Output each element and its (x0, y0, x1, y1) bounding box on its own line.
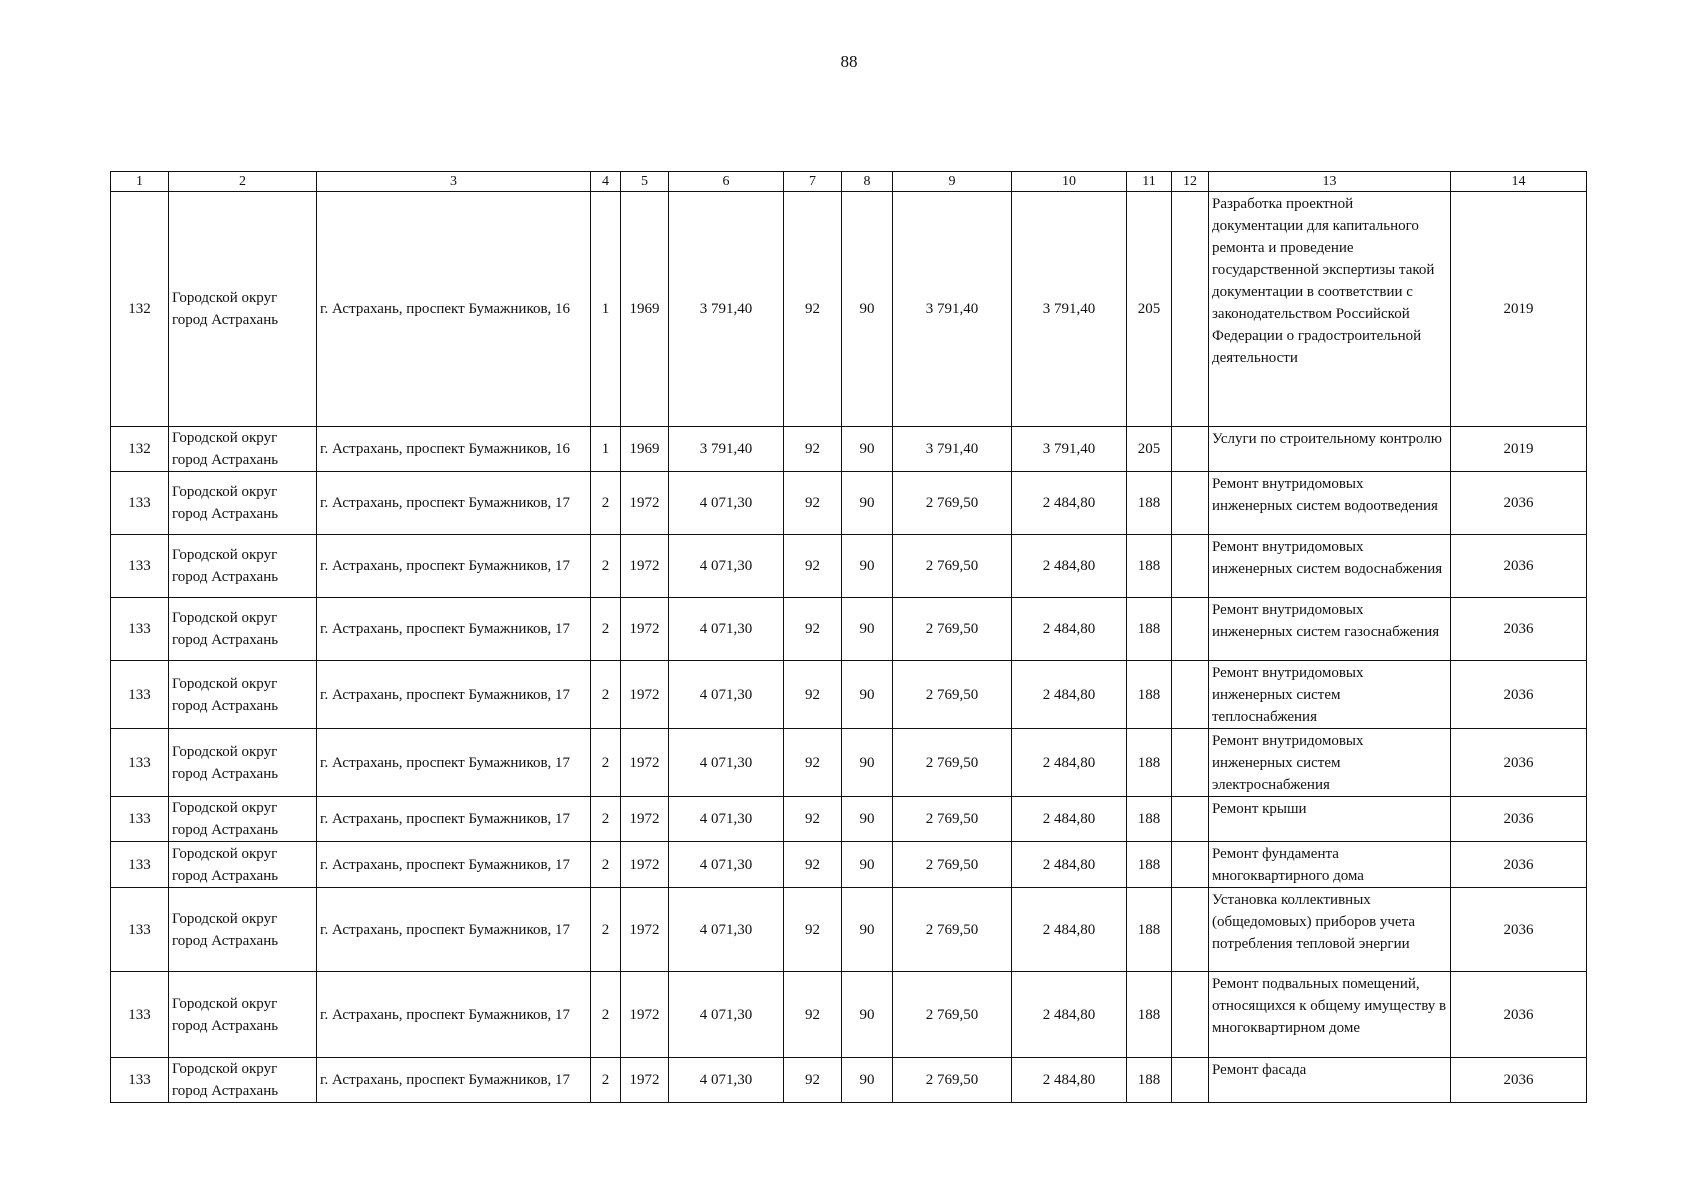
work-type-cell: Ремонт внутридомовых инженерных систем газоснабжения (1209, 598, 1451, 661)
col-12-cell (1172, 888, 1209, 972)
address-cell: г. Астрахань, проспект Бумажников, 17 (317, 797, 591, 842)
area-10-cell: 2 484,80 (1012, 888, 1127, 972)
col-4-cell: 1 (591, 192, 621, 427)
table-row (111, 535, 1587, 598)
col-7-cell: 92 (784, 535, 842, 598)
row-number-cell: 133 (111, 797, 169, 842)
area-total-cell: 3 791,40 (669, 192, 784, 427)
col-7-cell: 92 (784, 888, 842, 972)
municipality-cell: Городской округ город Астрахань (169, 472, 317, 535)
planned-year-cell: 2036 (1451, 661, 1587, 729)
area-total-cell: 4 071,30 (669, 661, 784, 729)
col-7-cell: 92 (784, 1058, 842, 1103)
area-total-cell: 4 071,30 (669, 797, 784, 842)
municipality-cell: Городской округ город Астрахань (169, 888, 317, 972)
address-cell: г. Астрахань, проспект Бумажников, 17 (317, 535, 591, 598)
address-cell: г. Астрахань, проспект Бумажников, 17 (317, 888, 591, 972)
municipality-cell: Городской округ город Астрахань (169, 842, 317, 888)
year-cell: 1972 (621, 472, 669, 535)
col-4-cell: 2 (591, 797, 621, 842)
col-8-cell: 90 (842, 972, 893, 1058)
area-9-cell: 3 791,40 (893, 427, 1012, 472)
col-8-cell: 90 (842, 472, 893, 535)
row-number-cell: 133 (111, 729, 169, 797)
year-cell: 1969 (621, 427, 669, 472)
col-11-cell: 188 (1127, 661, 1172, 729)
col-11-cell: 188 (1127, 972, 1172, 1058)
col-8-cell: 90 (842, 1058, 893, 1103)
address-cell: г. Астрахань, проспект Бумажников, 17 (317, 472, 591, 535)
area-9-cell: 2 769,50 (893, 842, 1012, 888)
col-8-cell: 90 (842, 842, 893, 888)
table-row (111, 972, 1587, 1058)
year-cell: 1972 (621, 842, 669, 888)
col-8-cell: 90 (842, 888, 893, 972)
table-row (111, 842, 1587, 888)
area-10-cell: 2 484,80 (1012, 729, 1127, 797)
address-cell: г. Астрахань, проспект Бумажников, 17 (317, 661, 591, 729)
planned-year-cell: 2036 (1451, 842, 1587, 888)
col-4-cell: 2 (591, 729, 621, 797)
area-9-cell: 2 769,50 (893, 888, 1012, 972)
year-cell: 1972 (621, 598, 669, 661)
area-10-cell: 2 484,80 (1012, 661, 1127, 729)
table-row (111, 888, 1587, 972)
area-total-cell: 4 071,30 (669, 729, 784, 797)
col-4-cell: 2 (591, 535, 621, 598)
work-type-cell: Ремонт фундамента многоквартирного дома (1209, 842, 1451, 888)
area-10-cell: 2 484,80 (1012, 535, 1127, 598)
header-row (111, 172, 1587, 192)
area-9-cell: 2 769,50 (893, 972, 1012, 1058)
municipality-cell: Городской округ город Астрахань (169, 661, 317, 729)
address-cell: г. Астрахань, проспект Бумажников, 17 (317, 1058, 591, 1103)
municipality-cell: Городской округ город Астрахань (169, 598, 317, 661)
table-row (111, 472, 1587, 535)
col-12-cell (1172, 972, 1209, 1058)
repair-program-table-container (110, 171, 1586, 1103)
work-type-cell: Ремонт внутридомовых инженерных систем электроснабжения (1209, 729, 1451, 797)
area-total-cell: 3 791,40 (669, 427, 784, 472)
col-12-cell (1172, 842, 1209, 888)
address-cell: г. Астрахань, проспект Бумажников, 16 (317, 192, 591, 427)
col-4-cell: 2 (591, 972, 621, 1058)
col-4-cell: 2 (591, 842, 621, 888)
column-header: 7 (784, 172, 842, 192)
col-8-cell: 90 (842, 598, 893, 661)
planned-year-cell: 2036 (1451, 472, 1587, 535)
row-number-cell: 132 (111, 192, 169, 427)
work-type-cell: Ремонт внутридомовых инженерных систем теплоснабжения (1209, 661, 1451, 729)
work-type-cell: Ремонт внутридомовых инженерных систем водоотведения (1209, 472, 1451, 535)
col-11-cell: 205 (1127, 192, 1172, 427)
work-type-cell: Ремонт фасада (1209, 1058, 1451, 1103)
area-10-cell: 2 484,80 (1012, 598, 1127, 661)
col-11-cell: 188 (1127, 598, 1172, 661)
column-header: 1 (111, 172, 169, 192)
address-cell: г. Астрахань, проспект Бумажников, 17 (317, 729, 591, 797)
col-12-cell (1172, 661, 1209, 729)
col-4-cell: 2 (591, 1058, 621, 1103)
area-10-cell: 2 484,80 (1012, 1058, 1127, 1103)
column-header: 6 (669, 172, 784, 192)
column-header: 2 (169, 172, 317, 192)
col-7-cell: 92 (784, 729, 842, 797)
column-header: 11 (1127, 172, 1172, 192)
row-number-cell: 133 (111, 972, 169, 1058)
column-header: 5 (621, 172, 669, 192)
area-total-cell: 4 071,30 (669, 888, 784, 972)
table-row (111, 661, 1587, 729)
row-number-cell: 133 (111, 535, 169, 598)
year-cell: 1972 (621, 1058, 669, 1103)
col-4-cell: 2 (591, 888, 621, 972)
col-11-cell: 188 (1127, 472, 1172, 535)
col-4-cell: 2 (591, 598, 621, 661)
col-7-cell: 92 (784, 661, 842, 729)
col-8-cell: 90 (842, 729, 893, 797)
col-11-cell: 188 (1127, 797, 1172, 842)
planned-year-cell: 2036 (1451, 797, 1587, 842)
row-number-cell: 132 (111, 427, 169, 472)
municipality-cell: Городской округ город Астрахань (169, 535, 317, 598)
work-type-cell: Разработка проектной документации для капитального ремонта и проведение государственной экспертизы такой документации в соответствии с законодательством Российской Федерации о градостроительной деятельности (1209, 192, 1451, 427)
planned-year-cell: 2019 (1451, 192, 1587, 427)
col-8-cell: 90 (842, 661, 893, 729)
area-total-cell: 4 071,30 (669, 842, 784, 888)
col-7-cell: 92 (784, 192, 842, 427)
col-12-cell (1172, 1058, 1209, 1103)
area-10-cell: 2 484,80 (1012, 472, 1127, 535)
area-9-cell: 2 769,50 (893, 535, 1012, 598)
year-cell: 1972 (621, 535, 669, 598)
col-7-cell: 92 (784, 797, 842, 842)
planned-year-cell: 2036 (1451, 972, 1587, 1058)
municipality-cell: Городской округ город Астрахань (169, 427, 317, 472)
col-4-cell: 2 (591, 472, 621, 535)
year-cell: 1972 (621, 729, 669, 797)
municipality-cell: Городской округ город Астрахань (169, 972, 317, 1058)
area-9-cell: 2 769,50 (893, 472, 1012, 535)
row-number-cell: 133 (111, 1058, 169, 1103)
col-11-cell: 188 (1127, 1058, 1172, 1103)
column-header: 4 (591, 172, 621, 192)
row-number-cell: 133 (111, 472, 169, 535)
address-cell: г. Астрахань, проспект Бумажников, 17 (317, 972, 591, 1058)
col-7-cell: 92 (784, 472, 842, 535)
col-12-cell (1172, 797, 1209, 842)
col-8-cell: 90 (842, 535, 893, 598)
work-type-cell: Ремонт внутридомовых инженерных систем водоснабжения (1209, 535, 1451, 598)
area-total-cell: 4 071,30 (669, 972, 784, 1058)
year-cell: 1972 (621, 972, 669, 1058)
col-12-cell (1172, 598, 1209, 661)
col-11-cell: 205 (1127, 427, 1172, 472)
table-row (111, 1058, 1587, 1103)
col-12-cell (1172, 427, 1209, 472)
area-10-cell: 2 484,80 (1012, 972, 1127, 1058)
planned-year-cell: 2036 (1451, 729, 1587, 797)
col-7-cell: 92 (784, 842, 842, 888)
row-number-cell: 133 (111, 598, 169, 661)
row-number-cell: 133 (111, 661, 169, 729)
column-header: 12 (1172, 172, 1209, 192)
column-header: 14 (1451, 172, 1587, 192)
work-type-cell: Ремонт крыши (1209, 797, 1451, 842)
planned-year-cell: 2036 (1451, 598, 1587, 661)
column-header: 13 (1209, 172, 1451, 192)
row-number-cell: 133 (111, 888, 169, 972)
table-row (111, 192, 1587, 427)
column-header: 10 (1012, 172, 1127, 192)
area-9-cell: 3 791,40 (893, 192, 1012, 427)
col-11-cell: 188 (1127, 842, 1172, 888)
area-9-cell: 2 769,50 (893, 1058, 1012, 1103)
col-11-cell: 188 (1127, 729, 1172, 797)
col-7-cell: 92 (784, 972, 842, 1058)
area-total-cell: 4 071,30 (669, 598, 784, 661)
table-row (111, 427, 1587, 472)
row-number-cell: 133 (111, 842, 169, 888)
planned-year-cell: 2036 (1451, 1058, 1587, 1103)
work-type-cell: Ремонт подвальных помещений, относящихся к общему имуществу в многоквартирном доме (1209, 972, 1451, 1058)
col-12-cell (1172, 729, 1209, 797)
area-9-cell: 2 769,50 (893, 797, 1012, 842)
area-9-cell: 2 769,50 (893, 729, 1012, 797)
column-header: 8 (842, 172, 893, 192)
column-header: 3 (317, 172, 591, 192)
area-10-cell: 3 791,40 (1012, 192, 1127, 427)
year-cell: 1969 (621, 192, 669, 427)
address-cell: г. Астрахань, проспект Бумажников, 17 (317, 598, 591, 661)
col-7-cell: 92 (784, 598, 842, 661)
year-cell: 1972 (621, 888, 669, 972)
col-4-cell: 1 (591, 427, 621, 472)
area-10-cell: 3 791,40 (1012, 427, 1127, 472)
repair-program-table (110, 171, 1587, 1103)
col-8-cell: 90 (842, 427, 893, 472)
year-cell: 1972 (621, 797, 669, 842)
area-10-cell: 2 484,80 (1012, 797, 1127, 842)
col-8-cell: 90 (842, 797, 893, 842)
table-body (111, 192, 1587, 1103)
col-11-cell: 188 (1127, 535, 1172, 598)
col-12-cell (1172, 535, 1209, 598)
col-12-cell (1172, 192, 1209, 427)
area-total-cell: 4 071,30 (669, 1058, 784, 1103)
page-number: 88 (840, 52, 858, 71)
col-4-cell: 2 (591, 661, 621, 729)
work-type-cell: Услуги по строительному контролю (1209, 427, 1451, 472)
year-cell: 1972 (621, 661, 669, 729)
work-type-cell: Установка коллективных (общедомовых) приборов учета потребления тепловой энергии (1209, 888, 1451, 972)
column-header: 9 (893, 172, 1012, 192)
planned-year-cell: 2019 (1451, 427, 1587, 472)
address-cell: г. Астрахань, проспект Бумажников, 16 (317, 427, 591, 472)
planned-year-cell: 2036 (1451, 888, 1587, 972)
municipality-cell: Городской округ город Астрахань (169, 729, 317, 797)
area-9-cell: 2 769,50 (893, 598, 1012, 661)
table-row (111, 598, 1587, 661)
area-9-cell: 2 769,50 (893, 661, 1012, 729)
table-row (111, 797, 1587, 842)
municipality-cell: Городской округ город Астрахань (169, 797, 317, 842)
municipality-cell: Городской округ город Астрахань (169, 1058, 317, 1103)
table-row (111, 729, 1587, 797)
planned-year-cell: 2036 (1451, 535, 1587, 598)
col-8-cell: 90 (842, 192, 893, 427)
area-total-cell: 4 071,30 (669, 535, 784, 598)
area-10-cell: 2 484,80 (1012, 842, 1127, 888)
area-total-cell: 4 071,30 (669, 472, 784, 535)
col-12-cell (1172, 472, 1209, 535)
address-cell: г. Астрахань, проспект Бумажников, 17 (317, 842, 591, 888)
municipality-cell: Городской округ город Астрахань (169, 192, 317, 427)
col-11-cell: 188 (1127, 888, 1172, 972)
col-7-cell: 92 (784, 427, 842, 472)
